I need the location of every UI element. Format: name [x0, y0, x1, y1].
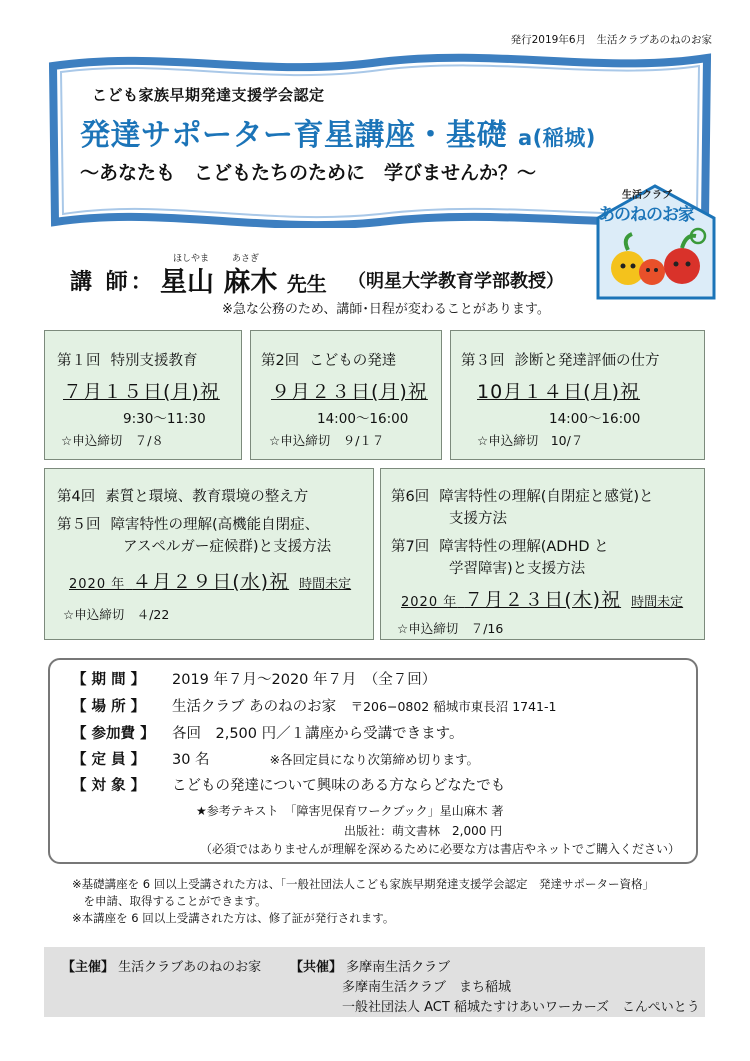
session-date — [401, 585, 683, 612]
reference-text: ★参考テキスト 「障害児保育ワークブック」星山麻木 著 — [196, 804, 504, 818]
info-capacity — [72, 748, 479, 769]
note-qualification-cont: を申請、取得することができます。 — [72, 894, 267, 908]
logo-top-text: 生活クラブ — [622, 190, 672, 201]
session-number: 第５回 — [57, 517, 101, 533]
session-deadline: ☆申込締切 10/７ — [477, 433, 584, 448]
lecturer-honorific: 先生 — [286, 272, 327, 296]
info-target — [72, 774, 505, 795]
session-deadline: ☆申込締切 ７/８ — [61, 433, 164, 448]
session-time: 14:00〜16:00 — [549, 411, 641, 427]
lecturer-affiliation: （明星大学教育学部教授） — [348, 271, 564, 292]
info-value: 各回 2,500 円／１講座から受講できます。 — [172, 726, 464, 742]
info-label: 【 期 間 】 — [72, 672, 146, 688]
session-box-6-7 — [380, 468, 705, 640]
session-date — [69, 567, 351, 594]
session-date: 10月１４日(月)祝 — [477, 381, 641, 403]
session-day: ４月２９日(水)祝 — [132, 571, 290, 593]
session-box-1 — [44, 330, 242, 460]
lecturer-fullname: 星山 麻木 — [160, 267, 278, 298]
cohost-2: 多摩南生活クラブ まち稲城 — [342, 980, 512, 995]
session-title — [57, 513, 319, 534]
title-sub: a(稲城) — [517, 126, 596, 150]
session-title — [391, 485, 654, 506]
host-name: 生活クラブあのねのお家 — [118, 960, 262, 975]
info-label: 【 場 所 】 — [72, 699, 146, 715]
session-topic-cont: 学習障害)と支援方法 — [449, 561, 586, 577]
title-main: 発達サポーター育星講座・基礎 — [80, 118, 507, 153]
session-topic: 障害特性の理解(ADHD と — [439, 539, 609, 555]
session-box-3 — [450, 330, 705, 460]
session-topic: 障害特性の理解(自閉症と感覚)と — [439, 489, 654, 505]
lecturer-label: 講 師： — [70, 270, 156, 295]
session-box-4-5 — [44, 468, 374, 640]
info-label: 【 定 員 】 — [72, 752, 146, 768]
lecturer-name — [160, 260, 327, 299]
logo-name: あのねのお家 — [598, 205, 694, 225]
session-year: 2020 年 — [69, 577, 126, 592]
info-value: こどもの発達について興味のある方ならどなたでも — [172, 778, 506, 794]
info-value: 30 名 — [172, 752, 210, 768]
session-number: 第３回 — [461, 353, 505, 369]
main-title — [80, 110, 596, 154]
info-value-note: （全７回） — [371, 672, 437, 688]
session-time: 14:00〜16:00 — [317, 411, 409, 427]
session-topic: こどもの発達 — [309, 353, 397, 369]
reference-note: （必須ではありませんが理解を深めるために必要な方は書店やネットでご購入ください） — [200, 842, 681, 856]
session-topic: 障害特性の理解(高機能自閉症、 — [110, 517, 320, 533]
session-topic: 素質と環境、教育環境の整え方 — [105, 489, 309, 505]
session-deadline: ☆申込締切 ４/22 — [63, 607, 170, 622]
session-topic: 診断と発達評価の仕方 — [514, 353, 660, 369]
publish-info: 発行2019年6月 生活クラブあのねのお家 — [510, 34, 712, 46]
session-time-tbd: 時間未定 — [631, 595, 684, 610]
session-title — [391, 535, 609, 556]
session-number: 第7回 — [391, 539, 430, 555]
session-deadline: ☆申込締切 ９/１７ — [269, 433, 385, 448]
session-date: ９月２３日(月)祝 — [271, 381, 428, 403]
session-day: ７月２３日(木)祝 — [464, 589, 622, 611]
session-date: ７月１５日(月)祝 — [63, 381, 220, 403]
tagline: 〜あなたも こどもたちのために 学びませんか？〜 — [80, 162, 537, 184]
session-number: 第6回 — [391, 489, 430, 505]
session-box-2 — [250, 330, 442, 460]
schedule-notice: ※急な公務のため、講師･日程が変わることがあります。 — [222, 302, 550, 317]
ruby-family: ほしやま — [173, 254, 210, 264]
session-topic: 特別支援教育 — [110, 353, 198, 369]
info-fee — [72, 722, 463, 743]
session-deadline: ☆申込締切 ７/16 — [397, 621, 504, 636]
session-time-tbd: 時間未定 — [299, 577, 352, 592]
session-title — [261, 349, 396, 370]
certifying-org: こども家族早期発達支援学会認定 — [92, 86, 325, 104]
info-address: 〒206−0802 稲城市東長沼 1741-1 — [350, 699, 557, 714]
info-value: 2019 年７月〜2020 年７月 — [172, 672, 357, 688]
cohost — [290, 956, 450, 975]
session-topic-cont: 支援方法 — [449, 511, 507, 527]
ruby-given: あさぎ — [232, 254, 260, 264]
cohost-name: 多摩南生活クラブ — [346, 960, 451, 975]
info-place — [72, 695, 556, 716]
cohost-label: 【共催】 — [290, 960, 343, 975]
reference-publisher: 出版社：萌文書林 2,000 円 — [344, 824, 503, 838]
info-value-note: ※各回定員になり次第締め切ります。 — [269, 752, 480, 767]
info-label: 【 対 象 】 — [72, 778, 146, 794]
session-topic-cont: アスペルガー症候群)と支援方法 — [123, 539, 332, 555]
info-period — [72, 668, 436, 689]
session-title — [57, 349, 198, 370]
info-value: 生活クラブ あのねのお家 — [172, 699, 337, 715]
session-year: 2020 年 — [401, 595, 458, 610]
host — [62, 956, 261, 975]
session-time: 9:30〜11:30 — [123, 411, 206, 427]
host-label: 【主催】 — [62, 960, 115, 975]
cohost-3: 一般社団法人 ACT 稲城たすけあいワーカーズ こんぺいとう — [342, 1000, 700, 1015]
session-number: 第2回 — [261, 353, 300, 369]
note-certificate: ※本講座を 6 回以上受講された方は、修了証が発行されます。 — [72, 911, 395, 925]
note-qualification: ※基礎講座を 6 回以上受講された方は、「一般社団法人こども家族早期発達支援学会認定 発達サポーター資格」 — [72, 877, 655, 891]
info-label: 【 参加費 】 — [72, 726, 155, 742]
session-title — [461, 349, 660, 370]
session-number: 第１回 — [57, 353, 101, 369]
session-title — [57, 485, 308, 506]
session-number: 第4回 — [57, 489, 96, 505]
